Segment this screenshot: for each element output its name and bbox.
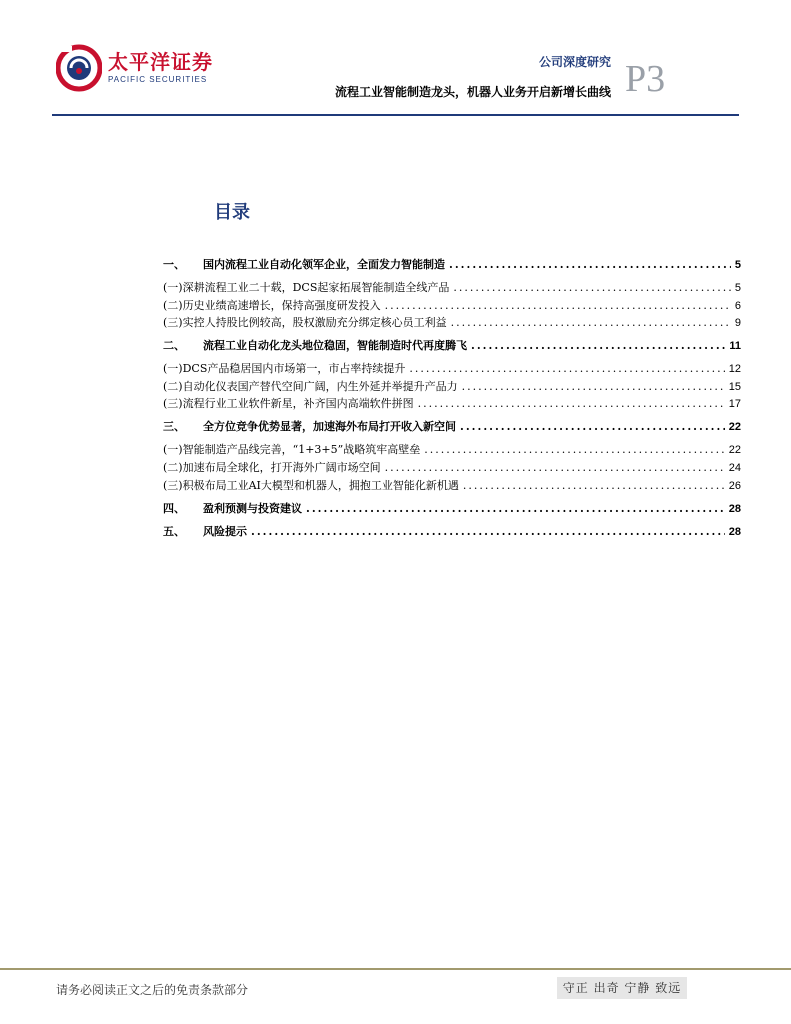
report-title: 流程工业智能制造龙头，机器人业务开启新增长曲线	[334, 85, 611, 99]
toc-entry-title: 自动化仪表国产替代空间广阔，内生外延并举提升产品力	[182, 380, 458, 393]
toc-entry-page: 26	[728, 480, 741, 492]
report-type: 公司深度研究	[538, 55, 611, 69]
toc-entry-title: 国内流程工业自动化领军企业，全面发力智能制造	[203, 258, 445, 271]
toc-entry-title: 加速布局全球化，打开海外广阔市场空间	[182, 461, 381, 474]
toc-entry[interactable]	[163, 418, 741, 434]
toc-entry[interactable]	[163, 523, 741, 539]
toc-entry-title: 风险提示	[203, 525, 247, 538]
page-number: P3	[625, 58, 666, 100]
toc-entry-number: (二)	[163, 461, 183, 474]
toc-entry-title: DCS产品稳居国内市场第一，市占率持续提升	[182, 362, 406, 375]
toc-entry-number: (三)	[163, 316, 183, 329]
footer-divider	[0, 968, 791, 970]
toc-entry-page: 28	[728, 503, 741, 515]
toc-entry-number: 二、	[163, 339, 185, 352]
toc-entry-title: 历史业绩高速增长，保持高强度研发投入	[182, 299, 381, 312]
toc-entry-page: 24	[728, 462, 741, 474]
toc-dot-leader	[462, 380, 725, 393]
toc-entry-page: 6	[734, 300, 741, 312]
toc-entry-title: 积极布局工业AI大模型和机器人，拥抱工业智能化新机遇	[182, 479, 459, 492]
toc-entry-page: 22	[728, 444, 741, 456]
toc-entry-page: 28	[728, 526, 741, 538]
toc-entry-page: 5	[734, 282, 741, 294]
toc-dot-leader	[385, 461, 725, 474]
header-divider	[52, 114, 739, 116]
toc-entry-page: 22	[728, 421, 741, 433]
toc-heading: 目录	[214, 202, 250, 223]
toc-dot-leader	[449, 258, 731, 271]
toc-entry[interactable]	[163, 360, 741, 376]
toc-entry-page: 15	[728, 381, 741, 393]
toc-entry-number: (二)	[163, 380, 183, 393]
toc-entry-title: 智能制造产品线完善，“1+3+5”战略筑牢高壁垒	[182, 443, 421, 456]
toc-dot-leader	[451, 316, 731, 329]
toc-entry-page: 5	[734, 259, 741, 271]
toc-dot-leader	[418, 397, 725, 410]
toc-entry[interactable]	[163, 395, 741, 411]
toc-dot-leader	[385, 299, 731, 312]
toc-entry-title: 实控人持股比例较高，股权激励充分绑定核心员工利益	[182, 316, 447, 329]
toc-entry-page: 17	[728, 398, 741, 410]
toc-dot-leader	[471, 339, 725, 352]
toc-entry[interactable]	[163, 441, 741, 457]
toc-entry-title: 全方位竞争优势显著，加速海外布局打开收入新空间	[203, 420, 456, 433]
toc-entry-title: 流程工业自动化龙头地位稳固，智能制造时代再度腾飞	[203, 339, 467, 352]
toc-entry-number: (三)	[163, 397, 183, 410]
brand-name-en: PACIFIC SECURITIES	[108, 75, 208, 84]
toc-entry-page: 9	[734, 317, 741, 329]
toc-entry[interactable]	[163, 297, 741, 313]
toc-entry-number: (一)	[163, 362, 183, 375]
toc-dot-leader	[424, 443, 724, 456]
toc-entry-number: 五、	[163, 525, 185, 538]
toc-entry-number: 四、	[163, 502, 185, 515]
toc-entry-page: 12	[728, 363, 741, 375]
toc-entry[interactable]	[163, 378, 741, 394]
toc-entry-number: (一)	[163, 443, 183, 456]
toc-entry[interactable]	[163, 256, 741, 272]
company-logo	[56, 44, 216, 92]
toc-entry-title: 盈利预测与投资建议	[203, 502, 302, 515]
toc-entry-number: (一)	[163, 281, 183, 294]
toc-entry-number: 一、	[163, 258, 185, 271]
toc-entry-page: 11	[729, 340, 741, 352]
toc-entry[interactable]	[163, 279, 741, 295]
toc-entry-title: 深耕流程工业二十载，DCS起家拓展智能制造全线产品	[182, 281, 450, 294]
toc-dot-leader	[460, 420, 725, 433]
toc-entry-number: 三、	[163, 420, 185, 433]
toc-dot-leader	[306, 502, 725, 515]
pacific-logo-icon	[56, 44, 102, 92]
toc-entry[interactable]	[163, 314, 741, 330]
toc-entry[interactable]	[163, 500, 741, 516]
page-header	[0, 0, 791, 120]
toc-entry-number: (二)	[163, 299, 183, 312]
toc-dot-leader	[453, 281, 731, 294]
toc-entry-number: (三)	[163, 479, 183, 492]
toc-dot-leader	[409, 362, 724, 375]
toc-entry-title: 流程行业工业软件新星，补齐国内高端软件拼图	[182, 397, 414, 410]
toc-entry[interactable]	[163, 337, 741, 353]
toc-dot-leader	[251, 525, 725, 538]
toc-entry[interactable]	[163, 459, 741, 475]
footer-disclaimer: 请务必阅读正文之后的免责条款部分	[56, 983, 249, 997]
toc-entry[interactable]	[163, 477, 741, 493]
brand-name-cn: 太平洋证券	[108, 50, 213, 74]
toc-dot-leader	[463, 479, 725, 492]
footer-motto: 守正 出奇 宁静 致远	[557, 977, 687, 999]
